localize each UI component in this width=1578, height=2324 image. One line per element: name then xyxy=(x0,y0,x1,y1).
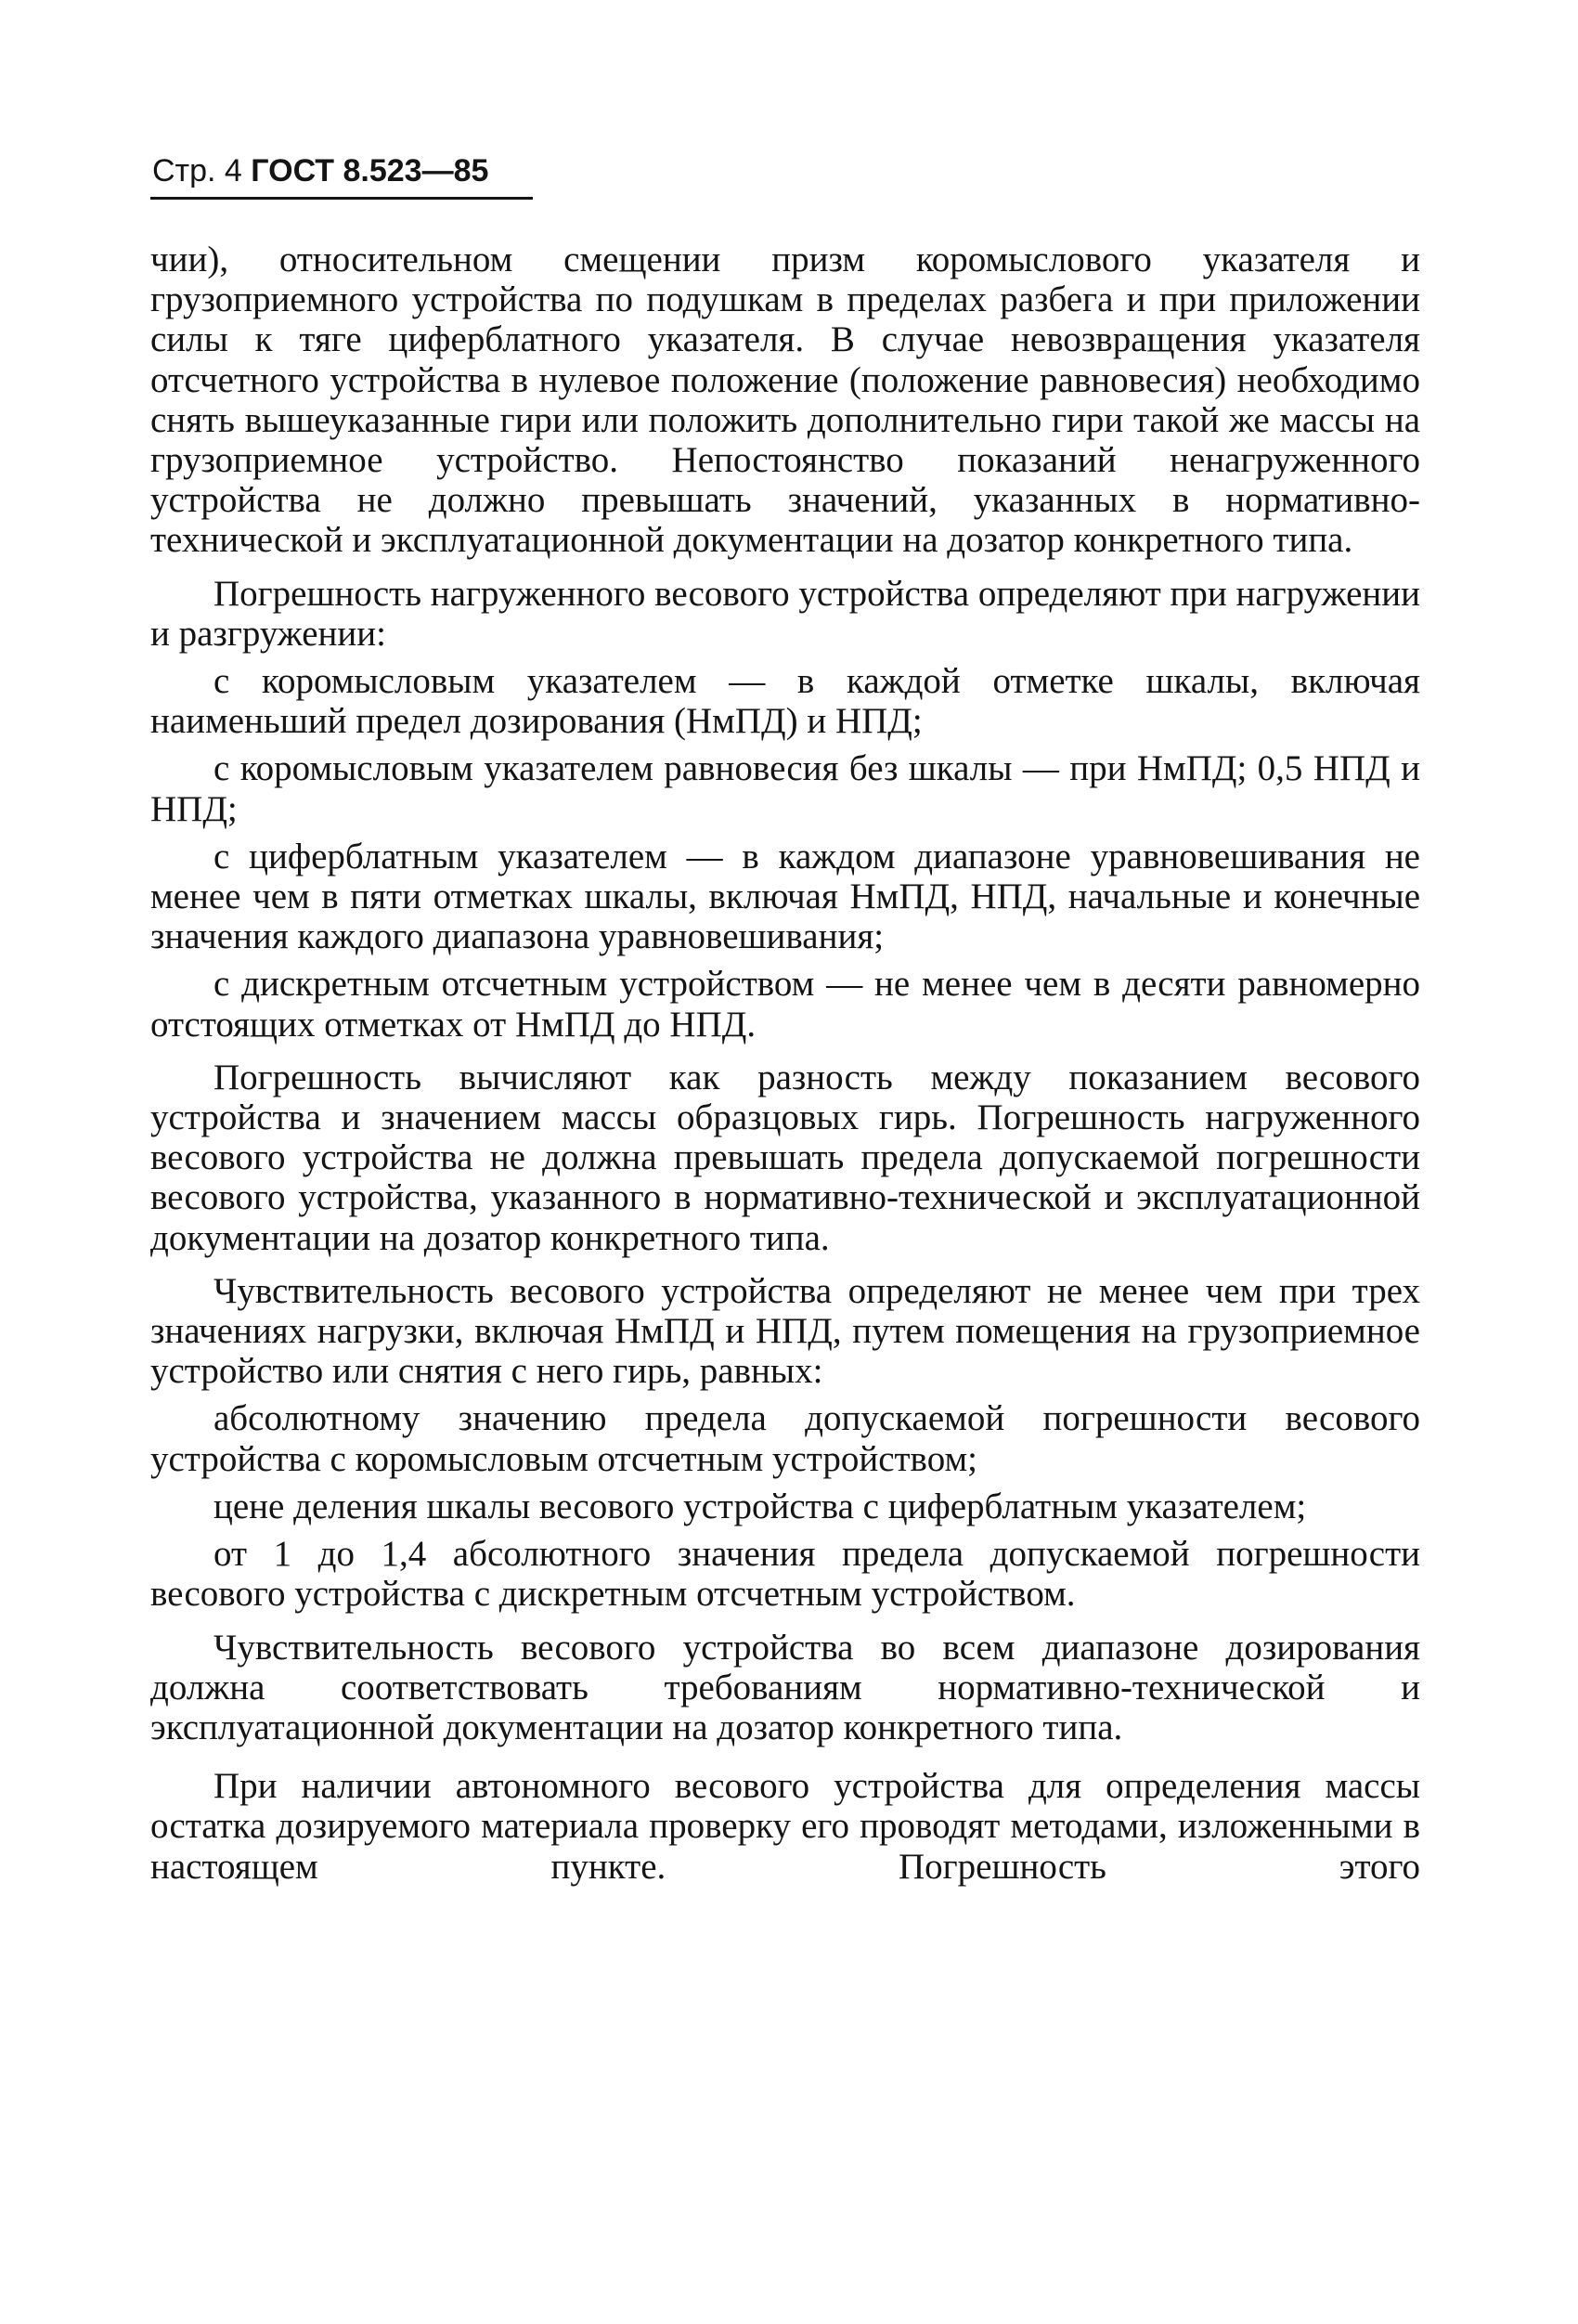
list-item-beam-no-scale: с коромысловым указателем равновесия без шкалы — при НмПД; 0,5 НПД и НПД; xyxy=(150,748,1420,829)
list-item-sensitivity-discrete: от 1 до 1,4 абсолютного значения предела допускаемой погрешности весового устройства с дискретным отсчетным устройством. xyxy=(150,1534,1420,1615)
page-number: Стр. 4 xyxy=(152,153,242,188)
list-item-beam-indicator: с коромысловым указателем — в каждой отметке шкалы, включая наименьший предел дозирования (НмПД) и НПД; xyxy=(150,661,1420,742)
paragraph-continuation: чии), относительном смещении призм коромыслового указателя и грузоприемного устройства по подушкам в пределах разбега и при приложении силы к тяге циферблатного указателя. В случае невозвращения указателя отсчетного устройства в нулевое положение (положение равновесия) необходимо снять вышеуказанные гири или положить дополнительно гири такой же массы на грузоприемное устройство. Непостоянство показаний ненагруженного устройства не должно превышать значений, указанных в нормативно-технической и эксплуатационной документации на дозатор конкретного типа. xyxy=(150,240,1420,561)
paragraph-error-calculation: Погрешность вычисляют как разность между показанием весового устройства и значением массы образцовых гирь. Погрешность нагруженного весового устройства не должна превышать предела допускаемой погрешности весового устройства, указанного в нормативно-технической и эксплуатационной документации на дозатор конкретного типа. xyxy=(150,1057,1420,1258)
header-rule xyxy=(150,197,533,200)
list-item-sensitivity-dial: цене деления шкалы весового устройства с циферблатным указателем; xyxy=(213,1486,1307,1526)
list-item-sensitivity-beam: абсолютному значению предела допускаемой погрешности весового устройства с коромысловым отсчетным устройством; xyxy=(150,1398,1420,1479)
paragraph-autonomous-device: При наличии автономного весового устройства для определения массы остатка дозируемого материала проверку его проводят методами, изложенными в настоящем пункте. Погрешность этого xyxy=(150,1766,1420,1887)
list-item-discrete-device: с дискретным отсчетным устройством — не менее чем в десяти равномерно отстоящих отметках от НмПД до НПД. xyxy=(150,964,1420,1045)
paragraph-sensitivity-range: Чувствительность весового устройства во всем диапазоне дозирования должна соответствовать требованиям нормативно-технической и эксплуатационной документации на дозатор конкретного типа. xyxy=(150,1627,1420,1747)
paragraph-loaded-error: Погрешность нагруженного весового устройства определяют при нагружении и разгружении: xyxy=(150,573,1420,654)
standard-designation: ГОСТ 8.523—85 xyxy=(251,153,489,188)
page-body xyxy=(150,240,1420,1887)
paragraph-sensitivity: Чувствительность весового устройства определяют не менее чем при трех значениях нагрузки, включая НмПД и НПД, путем помещения на грузоприемное устройство или снятия с него гирь, равных: xyxy=(150,1270,1420,1392)
page-header xyxy=(152,152,533,189)
list-item-dial-indicator: с циферблатным указателем — в каждом диапазоне уравновешивания не менее чем в пяти отметках шкалы, включая НмПД, НПД, начальные и конечные значения каждого диапазона уравновешивания; xyxy=(150,836,1420,957)
